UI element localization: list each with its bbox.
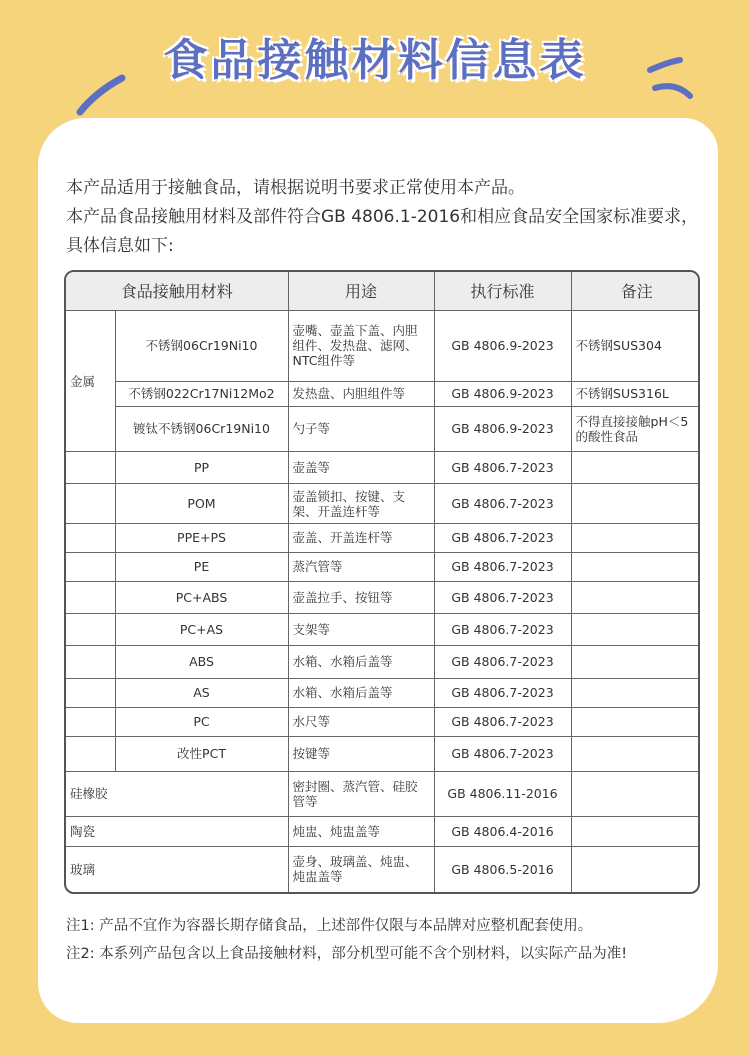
cell-group-empty — [66, 707, 115, 736]
table-row — [66, 552, 700, 581]
table-row — [66, 484, 700, 523]
cell-note — [571, 678, 700, 707]
page-title: 食品接触材料信息表 — [163, 35, 587, 86]
cell-standard: GB 4806.7-2023 — [434, 552, 571, 581]
cell-use: 蒸汽管等 — [288, 552, 434, 581]
cell-material: PC+ABS — [115, 581, 288, 613]
cell-note — [571, 581, 700, 613]
header-note: 备注 — [571, 272, 700, 311]
footnotes — [66, 912, 716, 968]
cell-use: 勺子等 — [288, 406, 434, 452]
table-row — [66, 614, 700, 646]
table-row — [66, 678, 700, 707]
cell-material: 玻璃 — [66, 846, 288, 892]
cell-note: 不锈钢SUS304 — [571, 311, 700, 382]
table-row — [66, 406, 700, 452]
table-row — [66, 646, 700, 678]
group-label-metal: 金属 — [66, 311, 115, 452]
cell-note — [571, 771, 700, 816]
cell-material: PP — [115, 452, 288, 484]
cell-note — [571, 552, 700, 581]
cell-use: 水箱、水箱后盖等 — [288, 678, 434, 707]
cell-material: AS — [115, 678, 288, 707]
cell-standard: GB 4806.7-2023 — [434, 452, 571, 484]
material-table — [64, 270, 700, 894]
cell-note — [571, 452, 700, 484]
cell-material: PE — [115, 552, 288, 581]
cell-use: 壶盖拉手、按钮等 — [288, 581, 434, 613]
cell-material: POM — [115, 484, 288, 523]
cell-use: 壶身、玻璃盖、炖盅、 炖盅盖等 — [288, 846, 434, 892]
cell-standard: GB 4806.7-2023 — [434, 523, 571, 552]
table-row — [66, 846, 700, 892]
cell-use: 壶盖、开盖连杆等 — [288, 523, 434, 552]
cell-standard: GB 4806.7-2023 — [434, 614, 571, 646]
cell-material: 不锈钢022Cr17Ni12Mo2 — [115, 381, 288, 406]
cell-note — [571, 736, 700, 771]
cell-group-empty — [66, 614, 115, 646]
cell-use: 壶盖锁扣、按键、支架、开盖连杆等 — [288, 484, 434, 523]
cell-note — [571, 614, 700, 646]
cell-use: 水箱、水箱后盖等 — [288, 646, 434, 678]
cell-note — [571, 816, 700, 846]
table-row — [66, 736, 700, 771]
cell-standard: GB 4806.5-2016 — [434, 846, 571, 892]
cell-standard: GB 4806.7-2023 — [434, 707, 571, 736]
header-standard: 执行标准 — [434, 272, 571, 311]
cell-note — [571, 484, 700, 523]
cell-note — [571, 523, 700, 552]
cell-group-empty — [66, 581, 115, 613]
cell-note: 不锈钢SUS316L — [571, 381, 700, 406]
cell-standard: GB 4806.7-2023 — [434, 678, 571, 707]
cell-group-empty — [66, 452, 115, 484]
cell-use: 密封圈、蒸汽管、硅胶管等 — [288, 771, 434, 816]
table-row — [66, 771, 700, 816]
cell-standard: GB 4806.7-2023 — [434, 581, 571, 613]
cell-standard: GB 4806.9-2023 — [434, 381, 571, 406]
intro-text — [66, 174, 706, 261]
cell-standard: GB 4806.7-2023 — [434, 646, 571, 678]
cell-note — [571, 646, 700, 678]
cell-material: PC+AS — [115, 614, 288, 646]
cell-standard: GB 4806.7-2023 — [434, 736, 571, 771]
table-header-row — [66, 272, 700, 311]
cell-group-empty — [66, 523, 115, 552]
cell-group-empty — [66, 484, 115, 523]
cell-standard: GB 4806.7-2023 — [434, 484, 571, 523]
cell-use: 壶盖等 — [288, 452, 434, 484]
header-use: 用途 — [288, 272, 434, 311]
cell-material: 陶瓷 — [66, 816, 288, 846]
cell-note — [571, 846, 700, 892]
table-row — [66, 816, 700, 846]
cell-use: 壶嘴、壶盖下盖、内胆组件、发热盘、滤网、NTC组件等 — [288, 311, 434, 382]
cell-material: 改性PCT — [115, 736, 288, 771]
cell-material: ABS — [115, 646, 288, 678]
cell-use: 炖盅、炖盅盖等 — [288, 816, 434, 846]
note-1: 注1: 产品不宜作为容器长期存储食品，上述部件仅限与本品牌对应整机配套使用。 — [66, 918, 593, 934]
cell-standard: GB 4806.9-2023 — [434, 311, 571, 382]
intro-line-1: 本产品适用于接触食品，请根据说明书要求正常使用本产品。 — [66, 178, 525, 198]
cell-note: 不得直接接触pH＜5的酸性食品 — [571, 406, 700, 452]
cell-material: PC — [115, 707, 288, 736]
header-material: 食品接触用材料 — [66, 272, 288, 311]
cell-use: 按键等 — [288, 736, 434, 771]
table-row — [66, 523, 700, 552]
table-row — [66, 381, 700, 406]
cell-use: 发热盘、内胆组件等 — [288, 381, 434, 406]
table-row — [66, 581, 700, 613]
cell-note — [571, 707, 700, 736]
cell-standard: GB 4806.9-2023 — [434, 406, 571, 452]
table-row — [66, 452, 700, 484]
cell-material: PPE+PS — [115, 523, 288, 552]
cell-group-empty — [66, 736, 115, 771]
cell-group-empty — [66, 646, 115, 678]
intro-line-2: 本产品食品接触用材料及部件符合GB 4806.1-2016和相应食品安全国家标准要求，具体信息如下: — [66, 207, 699, 256]
cell-material: 不锈钢06Cr19Ni10 — [115, 311, 288, 382]
note-2: 注2: 本系列产品包含以上食品接触材料，部分机型可能不含个别材料，以实际产品为准! — [66, 946, 628, 962]
cell-standard: GB 4806.4-2016 — [434, 816, 571, 846]
cell-standard: GB 4806.11-2016 — [434, 771, 571, 816]
cell-group-empty — [66, 552, 115, 581]
cell-use: 支架等 — [288, 614, 434, 646]
cell-material: 镀钛不锈钢06Cr19Ni10 — [115, 406, 288, 452]
cell-material: 硅橡胶 — [66, 771, 288, 816]
table-row — [66, 707, 700, 736]
table-row — [66, 311, 700, 382]
cell-use: 水尺等 — [288, 707, 434, 736]
cell-group-empty — [66, 678, 115, 707]
